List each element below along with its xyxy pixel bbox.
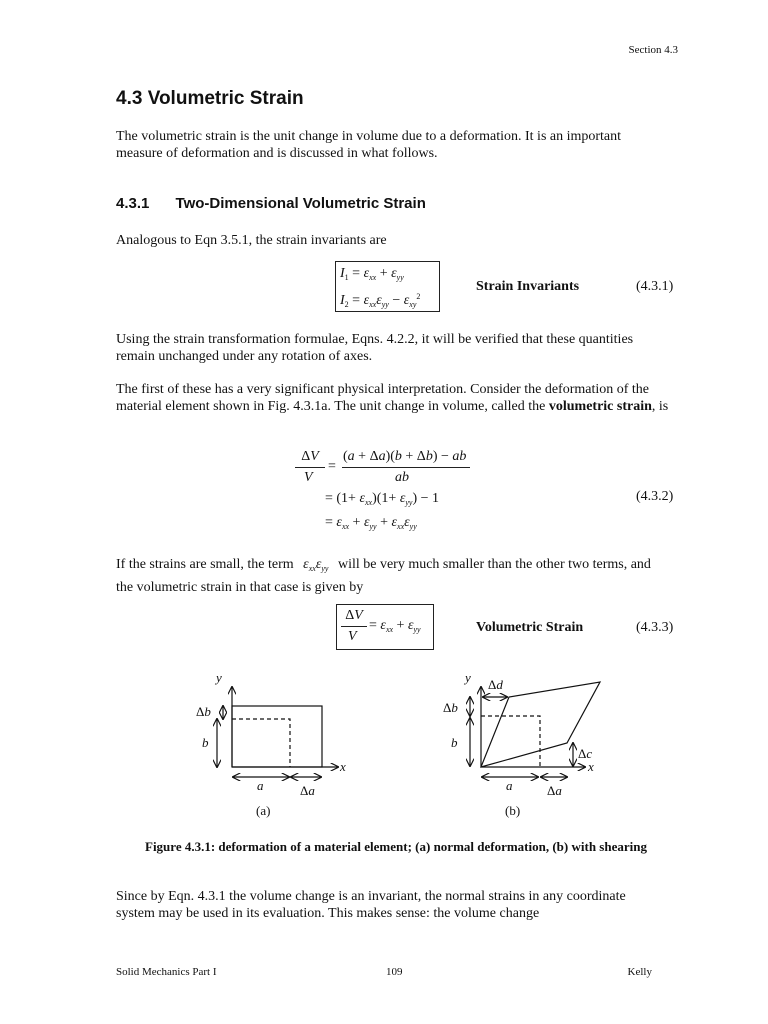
equals-sign: = [328,459,336,474]
subsection-title: Two-Dimensional Volumetric Strain [175,195,426,212]
delta-d-label-b: Δd [488,677,503,692]
transform-paragraph: Using the strain transformation formulae, Eqns. 4.2.2, it will be verified that these quantities remain unchanged under any rotation of axes. [116,332,634,364]
since-paragraph: Since by Eqn. 4.3.1 the volume change is an invariant, the normal strains in any coordinate system may be used in its evaluation. This makes sense: the volume change [116,889,626,921]
expansion-line-2: = $(1+ \varepsilon_{xx})(1+ \varepsilon_{yy}) - 1$ [325,491,440,507]
equation-number-431: (4.3.1) [636,279,674,294]
delta-b-label-a: Δb [196,704,211,719]
fraction-denominator-v: V [304,470,313,485]
fraction-bar-left [295,467,325,468]
figure-label-a: (a) [256,803,271,818]
subsection-number: 4.3.1 [116,195,150,212]
a-label-b: a [506,778,513,793]
numerator-expansion: (a + Δa)(b + Δb) − ab [343,449,467,464]
denominator-ab: ab [395,470,409,485]
figure-caption: Figure 4.3.1: deformation of a material element; (a) normal deformation, (b) with shearing [145,839,647,854]
delta-c-label-b: Δc [578,746,593,761]
delta-a-label-a: Δa [300,783,315,798]
first-paragraph-end: , is [651,399,669,414]
delta-b-label-b: Δb [443,700,458,715]
b-label-a: b [202,735,209,750]
equation-i2: $I_2 = \varepsilon_{xx}\varepsilon_{yy} - \varepsilon_{xy}^2$ [340,292,421,309]
volumetric-strain-label: Volumetric Strain [476,620,584,635]
equation-number-432: (4.3.2) [636,489,674,504]
deformed-rectangle-a [232,706,322,767]
figure-label-b: (b) [505,803,521,818]
first-paragraph-text: The first of these has a very significant physical interpretation. Consider the deformation of the material element shown in Fig. 4.3.1a. The unit change in volume, called the [116,382,650,414]
small-strain-paragraph [116,554,661,598]
boxed-fraction-bar [341,626,367,627]
footer-left: Solid Mechanics Part I [116,966,217,978]
y-label-a: y [216,670,222,685]
section-title: 4.3 Volumetric Strain [116,88,304,109]
fraction-bar-right [342,467,470,468]
analogous-paragraph: Analogous to Eqn 3.5.1, the strain invariants are [116,233,387,248]
small-strain-text-a: If the strains are small, the term [116,557,294,572]
x-label-b: x [588,759,594,774]
equation-number-433: (4.3.3) [636,620,674,635]
expansion-line-3: = $\varepsilon_{xx} + \varepsilon_{yy} + \varepsilon_{xx}\varepsilon_{yy}$ [325,515,417,531]
original-rectangle-a [232,719,290,767]
footer-right: Kelly [627,966,652,978]
volumetric-strain-box [336,604,434,650]
small-strain-text-b: will be very much smaller than the other two terms, and the volumetric strain in that case is given by [116,557,651,595]
page-number: 109 [386,966,403,978]
b-label-b: b [451,735,458,750]
boxed-dv: ΔV [345,608,363,623]
boxed-rhs: = $\varepsilon_{xx} + \varepsilon_{yy}$ [369,618,421,634]
subsection-heading [116,195,426,212]
strain-invariants-box [335,261,440,312]
product-term: $\varepsilon_{xx}\varepsilon_{yy}$ [303,557,329,573]
volumetric-strain-term: volumetric strain [548,399,652,414]
running-header: Section 4.3 [628,44,678,56]
delta-a-label-b: Δa [547,783,562,798]
figure-4-3-1 [0,665,768,825]
equation-i1: $I_1 = \varepsilon_{xx} + \varepsilon_{yy}$ [340,266,404,282]
figure-a-labels [196,670,346,798]
a-label-a: a [257,778,264,793]
figure-a [217,687,338,777]
y-label-b: y [465,670,471,685]
x-label-a: x [340,759,346,774]
fraction-dv-v: ΔV [301,449,319,464]
figure-b [470,682,600,777]
boxed-v: V [348,629,357,644]
first-paragraph [116,381,676,415]
strain-invariants-label: Strain Invariants [476,279,580,294]
intro-paragraph: The volumetric strain is the unit change in volume due to a deformation. It is an important measure of deformation and is discussed in what follows. [116,129,622,161]
